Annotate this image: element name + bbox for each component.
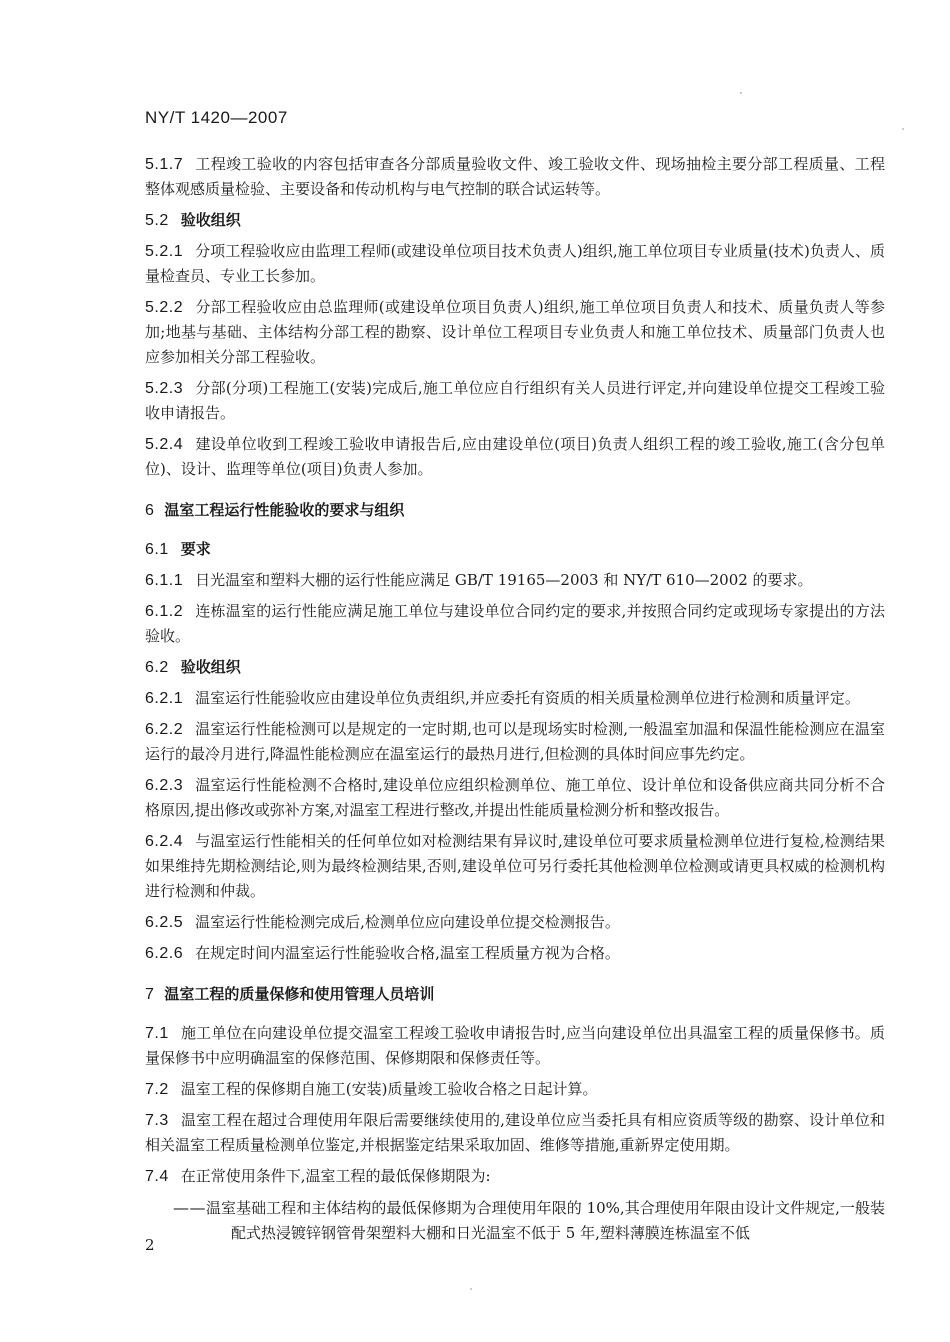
clause-text: 温室运行性能检测不合格时,建设单位应组织检测单位、施工单位、设计单位和设备供应商共同分析不合格原因,提出修改或弥补方案,对温室工程进行整改,并提出性能质量检测分析和整改报告。: [145, 776, 885, 819]
clause-number: 6.2.4: [145, 833, 184, 850]
clause-text: 验收组织: [180, 211, 241, 229]
clause-paragraph: [145, 829, 885, 904]
clause-number: 7.4: [145, 1168, 169, 1185]
clause-paragraph: [145, 686, 885, 711]
clause-paragraph: [145, 1077, 885, 1102]
clause-number: 6.2: [145, 659, 169, 676]
clause-paragraph: [145, 941, 885, 966]
clause-text: 与温室运行性能相关的任何单位如对检测结果有异议时,建设单位可要求质量检测单位进行复检,检测结果如果维持先期检测结论,则为最终检测结果,否则,建设单位可另行委托其他检测单位检测或请更具权威的检测机构进行检测和仲裁。: [145, 832, 885, 900]
clause-number: 5.2.4: [145, 436, 184, 453]
clause-number: 5.2: [145, 212, 169, 229]
clause-text: 建设单位收到工程竣工验收申请报告后,应由建设单位(项目)负责人组织工程的竣工验收,施工(含分包单位)、设计、监理等单位(项目)负责人参加。: [145, 435, 885, 478]
scan-speck: [902, 128, 904, 130]
clause-text: 在正常使用条件下,温室工程的最低保修期限为:: [180, 1167, 491, 1185]
clause-paragraph: [145, 910, 885, 935]
clause-text: 温室工程的质量保修和使用管理人员培训: [164, 985, 435, 1003]
clause-text: 温室工程的保修期自施工(安装)质量竣工验收合格之日起计算。: [180, 1080, 598, 1098]
clause-text: 温室工程在超过合理使用年限后需要继续使用的,建设单位应当委托具有相应资质等级的勘察、设计单位和相关温室工程质量检测单位鉴定,并根据鉴定结果采取加固、维修等措施,重新界定使用期。: [145, 1111, 885, 1154]
clause-text: 温室运行性能验收应由建设单位负责组织,并应委托有资质的相关质量检测单位进行检测和质量评定。: [195, 689, 860, 707]
clause-number: ——: [173, 1198, 206, 1217]
section-heading: [145, 498, 885, 523]
clause-paragraph: [145, 773, 885, 823]
clause-text: 验收组织: [180, 658, 241, 676]
clause-text: 工程竣工验收的内容包括审查各分部质量验收文件、竣工验收文件、现场抽检主要分部工程质量、工程整体观感质量检验、主要设备和传动机构与电气控制的联合试运转等。: [145, 155, 885, 198]
clause-text: 分部工程验收应由总监理师(或建设单位项目负责人)组织,施工单位项目负责人和技术、质量负责人等参加;地基与基础、主体结构分部工程的勘察、设计单位工程项目专业负责人和施工单位技术、质量部门负责人也应参加相关分部工程验收。: [145, 298, 885, 366]
clause-number: 6: [145, 502, 155, 519]
clause-number: 5.2.1: [145, 243, 184, 260]
clause-text: 在规定时间内温室运行性能验收合格,温室工程质量方视为合格。: [195, 944, 620, 962]
clause-text: 日光温室和塑料大棚的运行性能应满足 GB/T 19165—2003 和 NY/T 610—2002 的要求。: [195, 571, 813, 589]
clause-number: 5.2.2: [145, 299, 184, 316]
section-heading: [145, 982, 885, 1007]
clause-paragraph: [145, 599, 885, 649]
clause-number: 6.1.1: [145, 572, 184, 589]
clause-text: 温室运行性能检测完成后,检测单位应向建设单位提交检测报告。: [195, 913, 620, 931]
clause-number: 6.1: [145, 541, 169, 558]
clause-text: 分项工程验收应由监理工程师(或建设单位项目技术负责人)组织,施工单位项目专业质量(技术)负责人、质量检查员、专业工长参加。: [145, 242, 885, 285]
clause-text: 分部(分项)工程施工(安装)完成后,施工单位应自行组织有关人员进行评定,并向建设单位提交工程竣工验收申请报告。: [145, 379, 885, 422]
clause-number: 7: [145, 986, 155, 1003]
subsection-heading: [145, 208, 885, 233]
clause-number: 6.2.3: [145, 777, 184, 794]
clause-paragraph: [145, 568, 885, 593]
list-item: [173, 1195, 885, 1246]
clause-paragraph: [145, 295, 885, 370]
clause-paragraph: [145, 717, 885, 767]
scan-speck: [740, 92, 742, 94]
document-body: [145, 152, 885, 1250]
page-number: 2: [145, 1236, 155, 1254]
clause-paragraph: [145, 152, 885, 202]
clause-number: 7.1: [145, 1025, 169, 1042]
clause-number: 6.2.1: [145, 690, 184, 707]
clause-number: 7.2: [145, 1081, 169, 1098]
clause-number: 6.2.5: [145, 914, 184, 931]
clause-text: 连栋温室的运行性能应满足施工单位与建设单位合同约定的要求,并按照合同约定或现场专家提出的方法验收。: [145, 602, 885, 645]
clause-paragraph: [145, 376, 885, 426]
clause-paragraph: [145, 1164, 885, 1189]
clause-text: 温室运行性能检测可以是规定的一定时期,也可以是现场实时检测,一般温室加温和保温性能检测应在温室运行的最冷月进行,降温性能检测应在温室运行的最热月进行,但检测的具体时间应事先约定。: [145, 720, 885, 763]
scan-speck: [470, 1288, 472, 1290]
document-code: NY/T 1420—2007: [145, 108, 288, 127]
clause-number: 5.2.3: [145, 380, 184, 397]
clause-number: 7.3: [145, 1112, 169, 1129]
clause-text: 温室工程运行性能验收的要求与组织: [164, 501, 405, 519]
clause-text: 要求: [180, 540, 211, 558]
clause-number: 5.1.7: [145, 156, 184, 173]
clause-number: 6.1.2: [145, 603, 184, 620]
clause-paragraph: [145, 432, 885, 482]
subsection-heading: [145, 655, 885, 680]
clause-number: 6.2.6: [145, 945, 184, 962]
subsection-heading: [145, 537, 885, 562]
clause-paragraph: [145, 1108, 885, 1158]
clause-text: 温室基础工程和主体结构的最低保修期为合理使用年限的 10%,其合理使用年限由设计文件规定,一般装配式热浸镀锌钢管骨架塑料大棚和日光温室不低于 5 年,塑料薄膜连栋温室不低: [206, 1199, 885, 1242]
clause-text: 施工单位在向建设单位提交温室工程竣工验收申请报告时,应当向建设单位出具温室工程的质量保修书。质量保修书中应明确温室的保修范围、保修期限和保修责任等。: [145, 1024, 885, 1067]
clause-paragraph: [145, 239, 885, 289]
clause-paragraph: [145, 1021, 885, 1071]
clause-number: 6.2.2: [145, 721, 184, 738]
